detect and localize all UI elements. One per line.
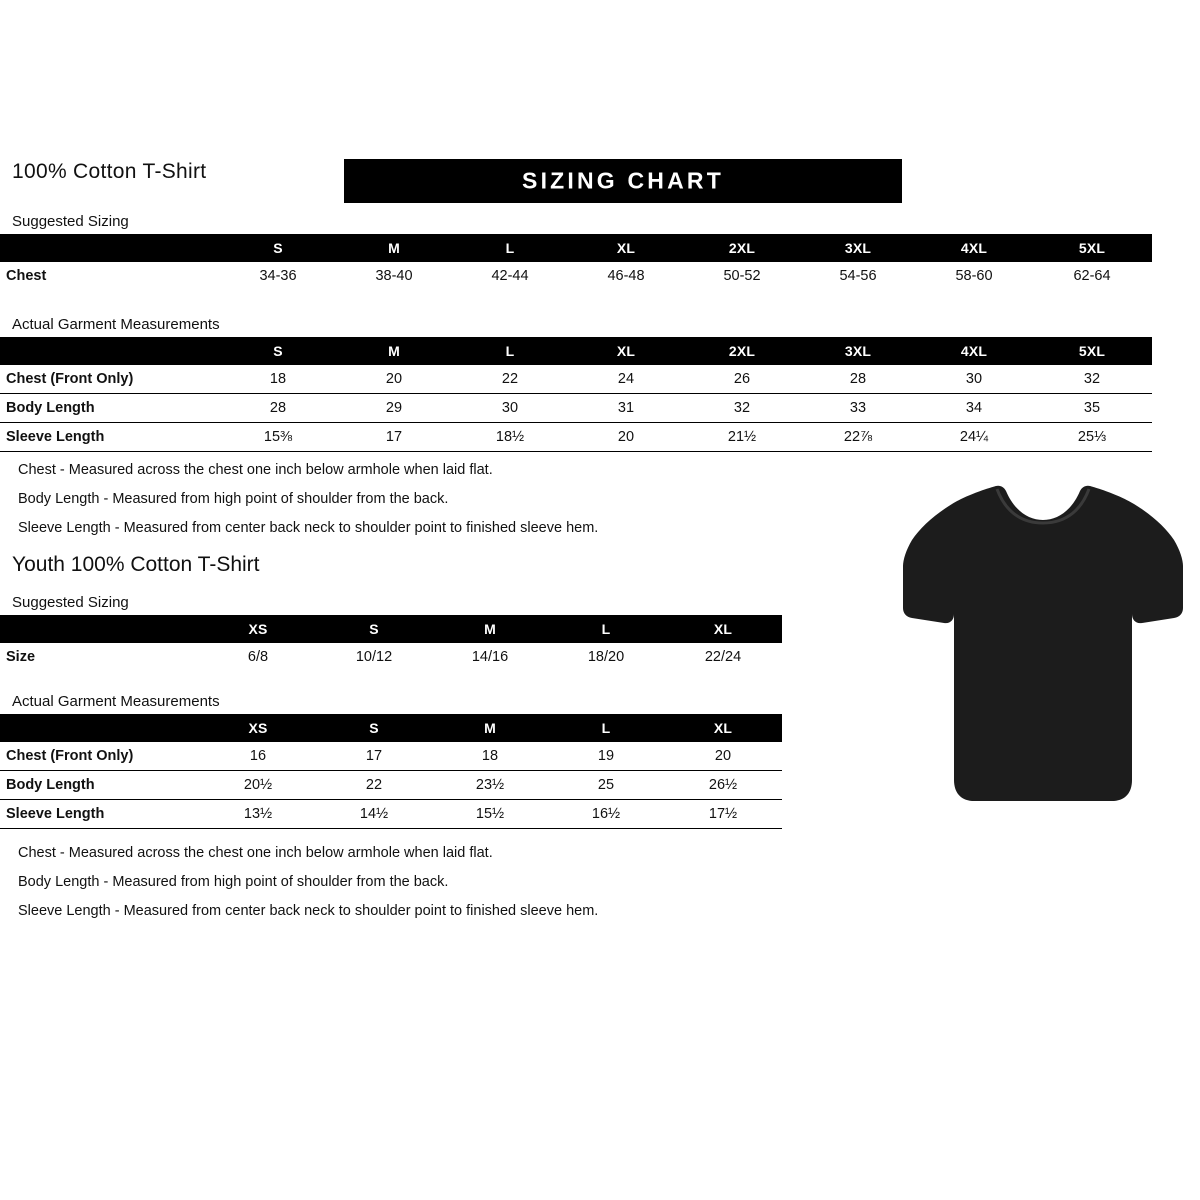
row-label-chest-front-only: Chest (Front Only) — [0, 365, 220, 394]
youth-note-chest: Chest - Measured across the chest one inch below armhole when laid flat. — [18, 845, 493, 861]
row-label-chest: Chest — [0, 262, 220, 290]
cell-chest-s: 34-36 — [220, 262, 336, 290]
adult-note-sleeve-length: Sleeve Length - Measured from center back neck to shoulder point to finished sleeve hem. — [18, 520, 599, 536]
row-label-sleeve-length: Sleeve Length — [0, 423, 220, 452]
cell-bodylength-s: 22 — [316, 771, 432, 800]
cell-size-xl: 22/24 — [664, 643, 782, 671]
column-header-l: L — [548, 615, 664, 643]
column-header-xs: XS — [200, 714, 316, 742]
cell-chest-3xl: 54-56 — [800, 262, 916, 290]
cell-chestfront-m: 20 — [336, 365, 452, 394]
document-header — [12, 160, 902, 202]
row-label-body-length: Body Length — [0, 771, 200, 800]
youth-note-body-length: Body Length - Measured from high point of shoulder from the back. — [18, 874, 449, 890]
cell-chestfront-xl: 24 — [568, 365, 684, 394]
column-header-4xl: 4XL — [916, 234, 1032, 262]
column-header-xl: XL — [568, 234, 684, 262]
cell-size-m: 14/16 — [432, 643, 548, 671]
cell-sleevelength-4xl: 24¼ — [916, 423, 1032, 452]
cell-bodylength-m: 23½ — [432, 771, 548, 800]
cell-sleevelength-xl: 17½ — [664, 800, 782, 829]
column-header-xs: XS — [200, 615, 316, 643]
cell-sleevelength-l: 18½ — [452, 423, 568, 452]
column-header-m: M — [336, 337, 452, 365]
cell-bodylength-xs: 20½ — [200, 771, 316, 800]
adult-note-chest: Chest - Measured across the chest one inch below armhole when laid flat. — [18, 462, 493, 478]
table-row — [0, 771, 782, 800]
cell-chest-4xl: 58-60 — [916, 262, 1032, 290]
column-header-3xl: 3XL — [800, 234, 916, 262]
cell-sleevelength-xl: 20 — [568, 423, 684, 452]
cell-bodylength-2xl: 32 — [684, 394, 800, 423]
cell-chestfront-l: 22 — [452, 365, 568, 394]
column-header-xl: XL — [664, 714, 782, 742]
column-header-5xl: 5XL — [1032, 337, 1152, 365]
youth-section-title: Youth 100% Cotton T-Shirt — [12, 553, 260, 576]
column-header-blank — [0, 337, 220, 365]
column-header-xl: XL — [664, 615, 782, 643]
cell-bodylength-l: 25 — [548, 771, 664, 800]
column-header-4xl: 4XL — [916, 337, 1032, 365]
sizing-chart-banner — [344, 159, 902, 203]
page-title: 100% Cotton T-Shirt — [12, 160, 207, 183]
sizing-chart-banner-label: SIZING CHART — [522, 167, 724, 194]
cell-sleevelength-m: 17 — [336, 423, 452, 452]
table-header-row — [0, 234, 1152, 262]
cell-bodylength-xl: 26½ — [664, 771, 782, 800]
table-row — [0, 262, 1152, 290]
cell-bodylength-m: 29 — [336, 394, 452, 423]
cell-chestfront-xl: 20 — [664, 742, 782, 771]
column-header-l: L — [452, 337, 568, 365]
t-shirt-icon — [900, 480, 1185, 810]
table-row — [0, 800, 782, 829]
column-header-3xl: 3XL — [800, 337, 916, 365]
cell-size-l: 18/20 — [548, 643, 664, 671]
cell-chestfront-5xl: 32 — [1032, 365, 1152, 394]
row-label-body-length: Body Length — [0, 394, 220, 423]
column-header-s: S — [316, 615, 432, 643]
cell-chest-xl: 46-48 — [568, 262, 684, 290]
cell-chestfront-4xl: 30 — [916, 365, 1032, 394]
cell-size-s: 10/12 — [316, 643, 432, 671]
table-row — [0, 643, 782, 671]
column-header-m: M — [432, 714, 548, 742]
youth-actual-measurements-table — [0, 714, 782, 829]
column-header-s: S — [220, 337, 336, 365]
row-label-sleeve-length: Sleeve Length — [0, 800, 200, 829]
cell-chestfront-s: 18 — [220, 365, 336, 394]
table-row — [0, 394, 1152, 423]
column-header-blank — [0, 234, 220, 262]
t-shirt-illustration — [900, 480, 1185, 810]
cell-bodylength-4xl: 34 — [916, 394, 1032, 423]
cell-sleevelength-s: 14½ — [316, 800, 432, 829]
column-header-blank — [0, 615, 200, 643]
column-header-5xl: 5XL — [1032, 234, 1152, 262]
row-label-chest-front-only: Chest (Front Only) — [0, 742, 200, 771]
column-header-s: S — [220, 234, 336, 262]
column-header-2xl: 2XL — [684, 234, 800, 262]
adult-actual-measurements-table — [0, 337, 1152, 452]
column-header-blank — [0, 714, 200, 742]
cell-chestfront-s: 17 — [316, 742, 432, 771]
row-label-size: Size — [0, 643, 200, 671]
cell-chest-m: 38-40 — [336, 262, 452, 290]
cell-size-xs: 6/8 — [200, 643, 316, 671]
cell-sleevelength-3xl: 22⅞ — [800, 423, 916, 452]
youth-suggested-sizing-label: Suggested Sizing — [12, 594, 129, 611]
youth-note-sleeve-length: Sleeve Length - Measured from center back neck to shoulder point to finished sleeve hem. — [18, 903, 599, 919]
cell-chestfront-l: 19 — [548, 742, 664, 771]
cell-bodylength-3xl: 33 — [800, 394, 916, 423]
cell-sleevelength-m: 15½ — [432, 800, 548, 829]
youth-suggested-sizing-table — [0, 615, 782, 671]
adult-actual-measurements-label: Actual Garment Measurements — [12, 316, 220, 333]
table-header-row — [0, 615, 782, 643]
cell-bodylength-xl: 31 — [568, 394, 684, 423]
column-header-2xl: 2XL — [684, 337, 800, 365]
table-header-row — [0, 337, 1152, 365]
cell-sleevelength-l: 16½ — [548, 800, 664, 829]
table-row — [0, 365, 1152, 394]
column-header-m: M — [336, 234, 452, 262]
cell-chestfront-m: 18 — [432, 742, 548, 771]
cell-chestfront-2xl: 26 — [684, 365, 800, 394]
cell-chestfront-3xl: 28 — [800, 365, 916, 394]
cell-bodylength-l: 30 — [452, 394, 568, 423]
column-header-s: S — [316, 714, 432, 742]
cell-chestfront-xs: 16 — [200, 742, 316, 771]
column-header-xl: XL — [568, 337, 684, 365]
cell-chest-l: 42-44 — [452, 262, 568, 290]
table-header-row — [0, 714, 782, 742]
table-row — [0, 423, 1152, 452]
cell-bodylength-5xl: 35 — [1032, 394, 1152, 423]
cell-sleevelength-2xl: 21½ — [684, 423, 800, 452]
cell-sleevelength-s: 15⅜ — [220, 423, 336, 452]
column-header-l: L — [548, 714, 664, 742]
cell-sleevelength-5xl: 25⅓ — [1032, 423, 1152, 452]
cell-chest-2xl: 50-52 — [684, 262, 800, 290]
adult-suggested-sizing-table — [0, 234, 1152, 290]
cell-bodylength-s: 28 — [220, 394, 336, 423]
cell-sleevelength-xs: 13½ — [200, 800, 316, 829]
adult-suggested-sizing-label: Suggested Sizing — [12, 213, 129, 230]
cell-chest-5xl: 62-64 — [1032, 262, 1152, 290]
youth-actual-measurements-label: Actual Garment Measurements — [12, 693, 220, 710]
adult-note-body-length: Body Length - Measured from high point of shoulder from the back. — [18, 491, 449, 507]
table-row — [0, 742, 782, 771]
column-header-l: L — [452, 234, 568, 262]
column-header-m: M — [432, 615, 548, 643]
